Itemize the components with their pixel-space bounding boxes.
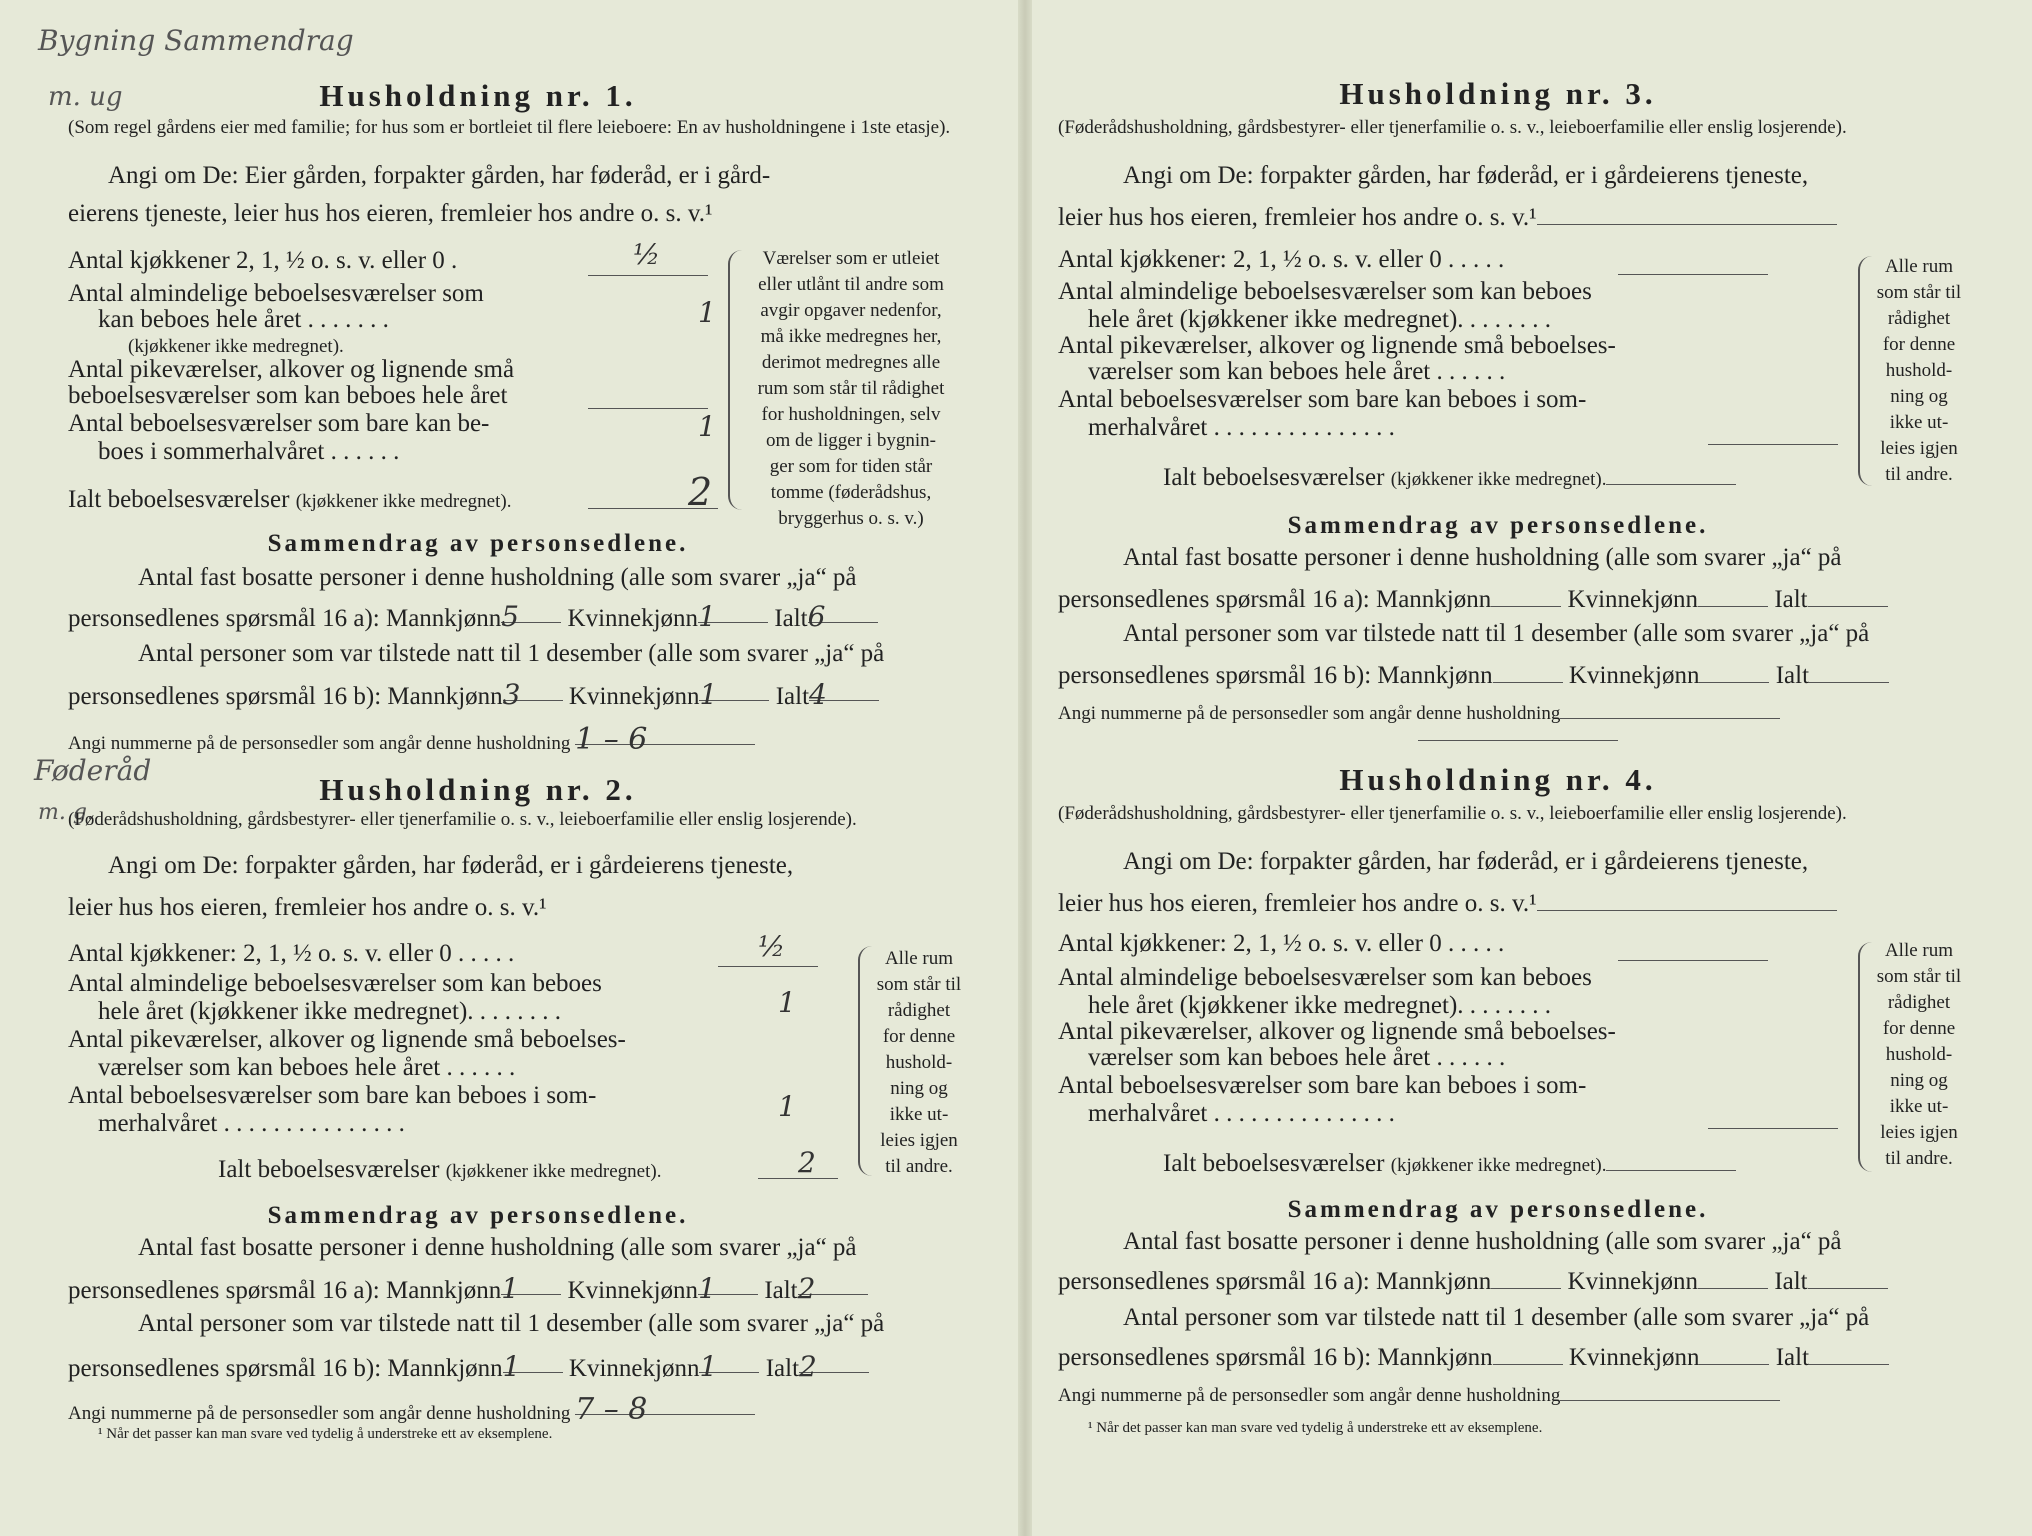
h2-summary-title: Sammendrag av personsedlene.	[267, 1202, 689, 1229]
h3-s2-male	[1493, 660, 1563, 683]
h1-s2-female-label: Kvinnekjønn	[568, 683, 700, 710]
h1-s2-line-b	[68, 678, 879, 711]
side-note-line: derimot medregnes alle	[761, 352, 941, 373]
h2-total-fill	[758, 1178, 838, 1179]
h1-summer-label-b: boes i sommerhalvåret . . . . . .	[98, 438, 400, 465]
h1-s1-male: 5	[501, 600, 561, 623]
household-4-angi-line2	[1058, 888, 1837, 918]
h3-summer-label-b: merhalvåret . . . . . . . . . . . . . . .	[1088, 414, 1395, 441]
h1-summary-title: Sammendrag av personsedlene.	[267, 530, 689, 557]
h1-rooms-value: 1	[698, 296, 716, 329]
side-note-line: ikke ut-	[1889, 412, 1949, 433]
h3-rooms-label-a: Antal almindelige beboelsesværelser som kan beboes	[1058, 278, 1592, 305]
h1-s1-total-label: Ialt	[774, 605, 808, 632]
h3-s1-male	[1491, 584, 1561, 607]
h1-s1-female-label: Kvinnekjønn	[567, 605, 699, 632]
h4-s1-total	[1808, 1266, 1888, 1289]
h2-total-text: Ialt beboelsesværelser	[218, 1156, 440, 1183]
h2-numbers-label: Angi nummerne på de personsedler som angår denne husholdning	[68, 1403, 571, 1424]
separator-rule	[1418, 740, 1618, 741]
side-note-line: til andre.	[885, 1156, 953, 1177]
h2-total-value: 2	[798, 1146, 816, 1179]
handwritten-note-top2: m. ug	[48, 82, 123, 112]
h1-total-text: Ialt beboelsesværelser	[68, 486, 290, 513]
h2-s2-female-label: Kvinnekjønn	[568, 1355, 700, 1382]
side-note-line: tomme (føderådshus,	[770, 482, 932, 503]
h4-maid-rooms-label-a: Antal pikeværelser, alkover og lignende små beboelses-	[1058, 1018, 1616, 1045]
h1-total-label	[68, 486, 511, 514]
h3-s2-line-a: Antal personer som var tilstede natt til 1 desember (alle som svarer „ja“ på	[1123, 620, 1870, 647]
h3-s1-label: personsedlenes spørsmål 16 a): Mannkjønn	[1058, 586, 1492, 613]
h4-maid-rooms-label-b: værelser som kan beboes hele året . . . . . .	[1088, 1044, 1506, 1071]
side-note-line: som står til	[1876, 282, 1962, 303]
side-note-line: rådighet	[887, 1000, 951, 1021]
h3-maid-rooms-label-a: Antal pikeværelser, alkover og lignende små beboelses-	[1058, 332, 1616, 359]
h2-footnote: ¹ Når det passer kan man svare ved tydelig å understreke ett av eksemplene.	[98, 1426, 553, 1442]
h4-total-label	[1163, 1148, 1736, 1178]
h2-s1-female-label: Kvinnekjønn	[567, 1277, 699, 1304]
side-note-line: rådighet	[1887, 308, 1951, 329]
h1-s2-male: 3	[503, 678, 563, 701]
h1-rooms-note: (kjøkkener ikke medregnet).	[128, 336, 344, 357]
h3-s2-label: personsedlenes spørsmål 16 b): Mannkjønn	[1058, 662, 1493, 689]
h3-total-label	[1163, 462, 1736, 492]
h1-s1-line-b	[68, 600, 878, 633]
side-note-line: hushold-	[885, 1052, 953, 1073]
h2-side-note	[864, 946, 974, 1180]
household-3-angi-fill	[1537, 202, 1837, 225]
h4-numbers-fill	[1560, 1384, 1780, 1401]
h3-summer-label-a: Antal beboelsesværelser som bare kan beboes i som-	[1058, 386, 1587, 413]
h4-summer-label-a: Antal beboelsesværelser som bare kan beboes i som-	[1058, 1072, 1587, 1099]
household-3-title: Husholdning nr. 3.	[1339, 76, 1657, 111]
side-note-line: må ikke medregnes her,	[760, 326, 942, 347]
h1-maid-rooms-fill	[588, 408, 708, 409]
side-note-line: Alle rum	[884, 948, 954, 969]
household-2-subtitle: (Føderådshusholdning, gårdsbestyrer- eller tjenerfamilie o. s. v., leieboerfamilie eller enslig losjerende).	[68, 809, 857, 830]
household-3-angi-line1: Angi om De: forpakter gården, har føderåd, er i gårdeierens tjeneste,	[1123, 162, 1809, 189]
h4-kitchens-fill	[1618, 960, 1768, 961]
household-4-angi-line2-text: leier hus hos eieren, fremleier hos andre o. s. v.¹	[1058, 890, 1537, 917]
h2-s1-female: 1	[698, 1272, 758, 1295]
h3-s2-line-b	[1058, 660, 1889, 690]
h1-summer-label-a: Antal beboelsesværelser som bare kan be-	[68, 410, 490, 437]
household-1-subtitle: (Som regel gårdens eier med familie; for hus som er bortleiet til flere leieboere: En av husholdningene i 1ste etasje).	[68, 117, 951, 138]
h3-s1-female-label: Kvinnekjønn	[1567, 586, 1699, 613]
household-1-angi-line2: eierens tjeneste, leier hus hos eieren, fremleier hos andre o. s. v.¹	[68, 200, 713, 227]
h2-s2-label: personsedlenes spørsmål 16 b): Mannkjønn	[68, 1355, 503, 1382]
h3-s2-female	[1699, 660, 1769, 683]
h4-numbers-label: Angi nummerne på de personsedler som angår denne husholdning	[1058, 1385, 1561, 1406]
h2-s1-male: 1	[501, 1272, 561, 1295]
h4-s2-total-label: Ialt	[1775, 1344, 1810, 1371]
household-3-subtitle: (Føderådshusholdning, gårdsbestyrer- eller tjenerfamilie o. s. v., leieboerfamilie eller enslig losjerende).	[1058, 117, 1847, 138]
household-3-angi-line2	[1058, 202, 1837, 232]
h3-s1-total	[1808, 584, 1888, 607]
side-note-line: som står til	[876, 974, 962, 995]
h2-summer-value: 1	[778, 1090, 796, 1123]
household-2-angi-line1: Angi om De: forpakter gården, har føderåd, er i gårdeierens tjeneste,	[108, 852, 794, 879]
h4-rooms-label-b: hele året (kjøkkener ikke medregnet). . . . . . . .	[1088, 992, 1552, 1019]
side-note-line: Værelser som er utleiet	[762, 248, 940, 269]
h1-total-note: (kjøkkener ikke medregnet).	[295, 491, 512, 512]
h4-s2-female-label: Kvinnekjønn	[1568, 1344, 1700, 1371]
h3-s1-line-a: Antal fast bosatte personer i denne husholdning (alle som svarer „ja“ på	[1123, 544, 1842, 571]
side-note-line: Alle rum	[1884, 940, 1954, 961]
h3-s1-line-b	[1058, 584, 1888, 614]
h3-s1-female	[1698, 584, 1768, 607]
h2-s2-line-a: Antal personer som var tilstede natt til 1 desember (alle som svarer „ja“ på	[138, 1310, 885, 1337]
h3-s2-total	[1809, 660, 1889, 683]
h3-total-text: Ialt beboelsesværelser	[1163, 464, 1385, 491]
side-note-line: for denne	[1882, 1018, 1956, 1039]
h1-numbers-line	[68, 722, 755, 755]
side-note-line: til andre.	[1885, 464, 1953, 485]
side-note-line: som står til	[1876, 966, 1962, 987]
side-note-line: bryggerhus o. s. v.)	[778, 508, 924, 529]
h3-total-fill	[1606, 462, 1736, 485]
h1-s1-total: 6	[808, 600, 878, 623]
right-page	[1058, 0, 1978, 1536]
side-note-line: leies igjen	[1880, 1122, 1958, 1143]
handwritten-note-top: Bygning Sammendrag	[38, 24, 354, 57]
h1-s1-female: 1	[698, 600, 768, 623]
h4-summer-fill	[1708, 1128, 1838, 1129]
h4-total-text: Ialt beboelsesværelser	[1163, 1150, 1385, 1177]
h1-side-note	[736, 246, 966, 532]
side-note-line: leies igjen	[880, 1130, 958, 1151]
side-note-line: avgir opgaver nedenfor,	[760, 300, 942, 321]
h4-s2-total	[1809, 1342, 1889, 1365]
side-note-line: ikke ut-	[1889, 1096, 1949, 1117]
side-note-line: for denne	[1882, 334, 1956, 355]
household-4-angi-fill	[1537, 888, 1837, 911]
h1-s1-label: personsedlenes spørsmål 16 a): Mannkjønn	[68, 605, 502, 632]
h1-numbers-value: 1 – 6	[575, 722, 755, 745]
h2-rooms-value: 1	[778, 986, 796, 1019]
h4-s1-label: personsedlenes spørsmål 16 a): Mannkjønn	[1058, 1268, 1492, 1295]
h3-kitchens-fill	[1618, 274, 1768, 275]
h3-numbers-fill	[1560, 702, 1780, 719]
side-note-line: rum som står til rådighet	[757, 378, 945, 399]
side-note-line: ning og	[890, 1078, 948, 1099]
h1-kitchens-fill	[588, 275, 708, 276]
h3-s1-total-label: Ialt	[1774, 586, 1808, 613]
h4-footnote: ¹ Når det passer kan man svare ved tydelig å understreke ett av eksemplene.	[1088, 1420, 1543, 1436]
side-note-line: ikke ut-	[889, 1104, 949, 1125]
side-note-line: hushold-	[1885, 360, 1953, 381]
h2-maid-rooms-label-a: Antal pikeværelser, alkover og lignende små beboelses-	[68, 1026, 626, 1053]
h3-numbers-line	[1058, 702, 1780, 725]
h4-s1-total-label: Ialt	[1774, 1268, 1808, 1295]
h4-rooms-label-a: Antal almindelige beboelsesværelser som kan beboes	[1058, 964, 1592, 991]
h4-s1-female-label: Kvinnekjønn	[1567, 1268, 1699, 1295]
h1-maid-rooms-label-a: Antal pikeværelser, alkover og lignende små	[68, 356, 515, 383]
h1-s2-female: 1	[699, 678, 769, 701]
household-1-title: Husholdning nr. 1.	[319, 78, 637, 113]
h4-side-note	[1864, 938, 1974, 1172]
side-note-line: for husholdningen, selv	[761, 404, 941, 425]
page-fold	[1018, 0, 1032, 1536]
h2-s2-female: 1	[699, 1350, 759, 1373]
h2-s2-total-label: Ialt	[765, 1355, 800, 1382]
h2-s1-total-label: Ialt	[764, 1277, 798, 1304]
household-4-title: Husholdning nr. 4.	[1339, 762, 1657, 797]
h3-s2-female-label: Kvinnekjønn	[1568, 662, 1700, 689]
h4-total-note: (kjøkkener ikke medregnet).	[1390, 1155, 1607, 1176]
h2-s1-label: personsedlenes spørsmål 16 a): Mannkjønn	[68, 1277, 502, 1304]
h3-numbers-label: Angi nummerne på de personsedler som angår denne husholdning	[1058, 703, 1561, 724]
h4-s2-female	[1699, 1342, 1769, 1365]
side-note-line: til andre.	[1885, 1148, 1953, 1169]
h1-summer-value: 1	[698, 410, 716, 443]
h4-s2-line-a: Antal personer som var tilstede natt til 1 desember (alle som svarer „ja“ på	[1123, 1304, 1870, 1331]
h2-numbers-value: 7 – 8	[575, 1392, 755, 1415]
side-note-line: om de ligger i bygnin-	[766, 430, 936, 451]
h4-kitchens-label: Antal kjøkkener: 2, 1, ½ o. s. v. eller 0 . . . . .	[1058, 930, 1505, 957]
h3-s2-total-label: Ialt	[1775, 662, 1810, 689]
side-note-line: eller utlånt til andre som	[758, 274, 944, 295]
h3-summer-fill	[1708, 444, 1838, 445]
h1-s2-line-a: Antal personer som var tilstede natt til 1 desember (alle som svarer „ja“ på	[138, 640, 885, 667]
h1-s2-total: 4	[809, 678, 879, 701]
side-note-line: for denne	[882, 1026, 956, 1047]
h2-kitchens-fill	[718, 966, 818, 967]
h1-s1-line-a: Antal fast bosatte personer i denne husholdning (alle som svarer „ja“ på	[138, 564, 857, 591]
h4-s2-label: personsedlenes spørsmål 16 b): Mannkjønn	[1058, 1344, 1493, 1371]
h4-s1-line-b	[1058, 1266, 1888, 1296]
h1-kitchens-value: ½	[633, 238, 661, 271]
h2-kitchens-value: ½	[758, 930, 786, 963]
h2-rooms-label-b: hele året (kjøkkener ikke medregnet). . . . . . . .	[98, 998, 562, 1025]
side-note-line: ning og	[1890, 1070, 1948, 1091]
household-4-subtitle: (Føderådshusholdning, gårdsbestyrer- eller tjenerfamilie o. s. v., leieboerfamilie eller enslig losjerende).	[1058, 803, 1847, 824]
h2-s2-male: 1	[503, 1350, 563, 1373]
h4-summer-label-b: merhalvåret . . . . . . . . . . . . . . .	[1088, 1100, 1395, 1127]
left-page	[34, 0, 978, 1536]
h2-total-label	[218, 1156, 661, 1184]
h1-s2-label: personsedlenes spørsmål 16 b): Mannkjønn	[68, 683, 503, 710]
h4-numbers-line	[1058, 1384, 1780, 1407]
h2-maid-rooms-label-b: værelser som kan beboes hele året . . . . . .	[98, 1054, 516, 1081]
h1-rooms-label-b: kan beboes hele året . . . . . . .	[98, 306, 389, 333]
h1-kitchens-label: Antal kjøkkener 2, 1, ½ o. s. v. eller 0 .	[68, 247, 458, 274]
household-4-angi-line1: Angi om De: forpakter gården, har føderåd, er i gårdeierens tjeneste,	[1123, 848, 1809, 875]
h3-maid-rooms-label-b: værelser som kan beboes hele året . . . . . .	[1088, 358, 1506, 385]
household-2-title: Husholdning nr. 2.	[319, 772, 637, 807]
h2-s1-line-a: Antal fast bosatte personer i denne husholdning (alle som svarer „ja“ på	[138, 1234, 857, 1261]
h4-summary-title: Sammendrag av personsedlene.	[1287, 1196, 1709, 1223]
side-note-line: ger som for tiden står	[769, 456, 933, 477]
h4-s1-male	[1491, 1266, 1561, 1289]
h2-kitchens-label: Antal kjøkkener: 2, 1, ½ o. s. v. eller 0 . . . . .	[68, 940, 515, 967]
handwritten-note-mid: Føderåd	[34, 754, 152, 787]
handwritten-note-mid2: m. g.	[38, 800, 94, 825]
household-1-angi-line1: Angi om De: Eier gården, forpakter gården, har føderåd, er i gård-	[108, 162, 771, 189]
h2-s1-line-b	[68, 1272, 868, 1305]
h1-maid-rooms-label-b: beboelsesværelser som kan beboes hele året	[68, 382, 508, 409]
h2-summer-label-b: merhalvåret . . . . . . . . . . . . . . .	[98, 1110, 405, 1137]
h2-s1-total: 2	[798, 1272, 868, 1295]
h4-s2-line-b	[1058, 1342, 1889, 1372]
h1-total-fill	[588, 508, 718, 509]
h2-rooms-label-a: Antal almindelige beboelsesværelser som kan beboes	[68, 970, 602, 997]
h2-s2-line-b	[68, 1350, 869, 1383]
h2-s2-total: 2	[799, 1350, 869, 1373]
side-note-line: rådighet	[1887, 992, 1951, 1013]
h3-summary-title: Sammendrag av personsedlene.	[1287, 512, 1709, 539]
h4-s1-line-a: Antal fast bosatte personer i denne husholdning (alle som svarer „ja“ på	[1123, 1228, 1842, 1255]
h1-numbers-label: Angi nummerne på de personsedler som angår denne husholdning	[68, 733, 571, 754]
side-note-line: ning og	[1890, 386, 1948, 407]
side-note-line: Alle rum	[1884, 256, 1954, 277]
household-2-angi-line2: leier hus hos eieren, fremleier hos andre o. s. v.¹	[68, 894, 547, 921]
h3-rooms-label-b: hele året (kjøkkener ikke medregnet). . . . . . . .	[1088, 306, 1552, 333]
h4-s2-male	[1493, 1342, 1563, 1365]
h4-s1-female	[1698, 1266, 1768, 1289]
h3-total-note: (kjøkkener ikke medregnet).	[1390, 469, 1607, 490]
h1-s2-total-label: Ialt	[775, 683, 810, 710]
h4-total-fill	[1606, 1148, 1736, 1171]
side-note-line: leies igjen	[1880, 438, 1958, 459]
h2-summer-label-a: Antal beboelsesværelser som bare kan beboes i som-	[68, 1082, 597, 1109]
h3-kitchens-label: Antal kjøkkener: 2, 1, ½ o. s. v. eller 0 . . . . .	[1058, 246, 1505, 273]
h1-total-value: 2	[688, 470, 713, 514]
h3-side-note	[1864, 254, 1974, 488]
household-3-angi-line2-text: leier hus hos eieren, fremleier hos andre o. s. v.¹	[1058, 204, 1537, 231]
h2-total-note: (kjøkkener ikke medregnet).	[445, 1161, 662, 1182]
h2-numbers-line	[68, 1392, 755, 1425]
h1-rooms-label-a: Antal almindelige beboelsesværelser som	[68, 280, 484, 307]
side-note-line: hushold-	[1885, 1044, 1953, 1065]
